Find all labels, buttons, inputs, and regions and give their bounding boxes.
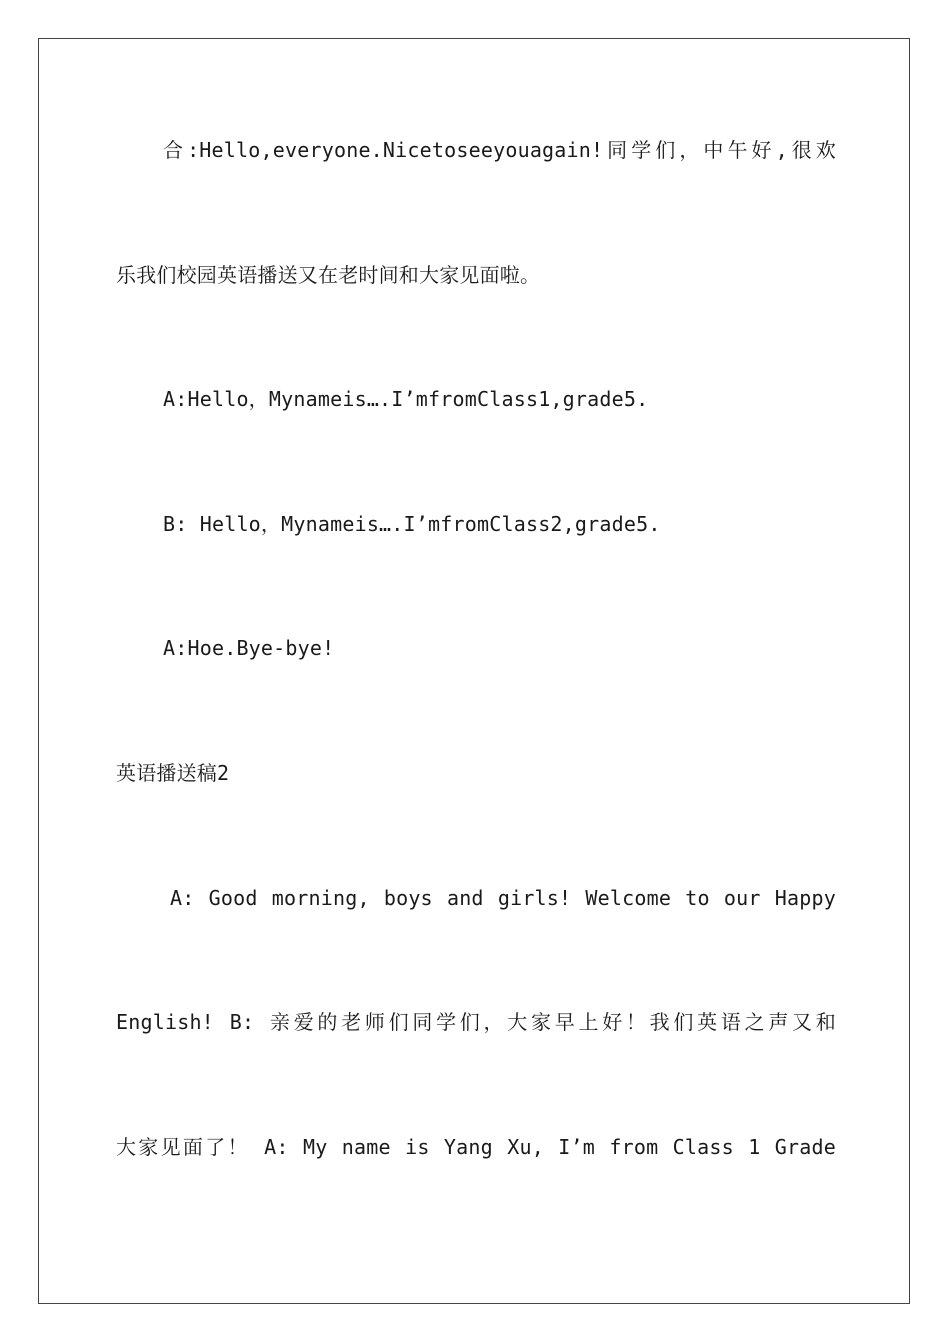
paragraph-line-9: 大家见面了！ A: My name is Yang Xu, I’m from Class 1 Grade: [116, 1135, 836, 1159]
paragraph-line-8: English! B: 亲爱的老师们同学们，大家早上好！我们英语之声又和: [116, 1010, 836, 1034]
dialogue-line-a-bye: A:Hoe.Bye-bye!: [163, 636, 335, 660]
paragraph-line-1: 合:Hello,everyone.Nicetoseeyouagain!同学们，中午好,很欢: [163, 138, 836, 162]
dialogue-line-a: A:Hello，Mynameis….I’mfromClass1,grade5.: [163, 387, 649, 411]
section-heading: 英语播送稿2: [116, 761, 230, 785]
dialogue-line-b: B: Hello，Mynameis….I’mfromClass2,grade5.: [163, 512, 661, 536]
page-border: [38, 38, 910, 1304]
paragraph-line-7: A: Good morning, boys and girls! Welcome to our Happy: [170, 886, 836, 910]
paragraph-line-2: 乐我们校园英语播送又在老时间和大家见面啦。: [116, 263, 541, 287]
